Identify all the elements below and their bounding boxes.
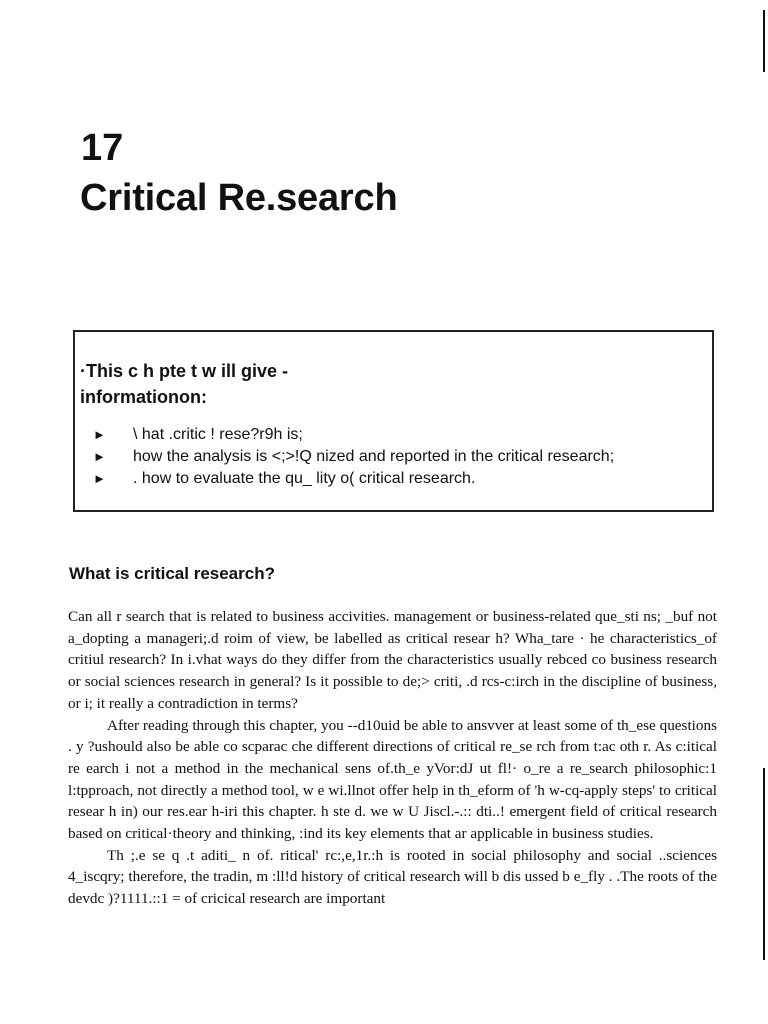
bullet-arrow-icon: ► [93,427,106,442]
chapter-number: 17 [81,127,124,169]
section-heading: What is critical research? [69,564,275,583]
bullet-arrow-icon: ► [93,471,106,486]
objective-text: how the analysis is <;>!Q nized and reported in the critical research; [133,448,615,465]
objective-item [93,468,614,490]
body-paragraph: Th ;.e se q .t aditi_ n of. ritical' rc:,e,1r.:h is rooted in social philosophy and social ..sciences 4_iscqry; therefore, the tradin, m :ll!d history of critical research will b dis ussed b e_fly . .The roots of the devdc )?1111.::1 = of cricical research are important [68,846,717,908]
objective-item [93,424,614,446]
objectives-list [93,424,614,490]
page-edge-line-bottom [763,768,765,960]
objective-text: \ hat .critic ! rese?r9h is; [133,426,303,443]
objectives-intro-line1: ·This c h pte t w ill give - [80,361,289,381]
chapter-objectives-box [73,330,714,512]
body-paragraph: Can all r search that is related to business accivities. management or business-related que_sti ns; _buf not a_dopting a manageri;.d roim of view, be labelled as critical resear h? Wha_tare · he characteristics_of critiul research? In i.vhat ways do they differ from the characteristics usually rebced co business research or social sciences research in general? Is it possible to de;> criti, .d rcs-c:irch in the discipline of business, or i; it really a contradiction in terms? [68,608,717,712]
bullet-arrow-icon: ► [93,449,106,464]
objective-item [93,446,614,468]
objectives-intro [80,358,288,410]
objectives-intro-line2: informationon: [80,387,207,407]
chapter-title: Critical Re.search [80,177,398,219]
body-text [68,606,717,910]
objective-text: . how to evaluate the qu_ lity o( critical research. [133,470,476,487]
body-paragraph: After reading through this chapter, you --d10uid be able to ansvver at least some of th_ese questions . y ?ushould also be able co scparac che different directions of critical re_se rch from t:ac oth r. As c:itical re earch i not a method in the mechanical sens of.th_e yVor:dJ ut fl!· o_re a re_search philosophic:1 l:tpproach, not directly a method tool, w e wi.llnot offer help in th_eform of 'h w-cq-apply steps' to critical resear h in) our res.ear h-iri this chapter. h ste d. we w U Jiscl.-.:: dti..! emergent field of critical research based on critical·theory and thinking, :ind its key elements that ar applicable in business studies. [68,716,717,843]
page-edge-line-top [763,10,765,72]
